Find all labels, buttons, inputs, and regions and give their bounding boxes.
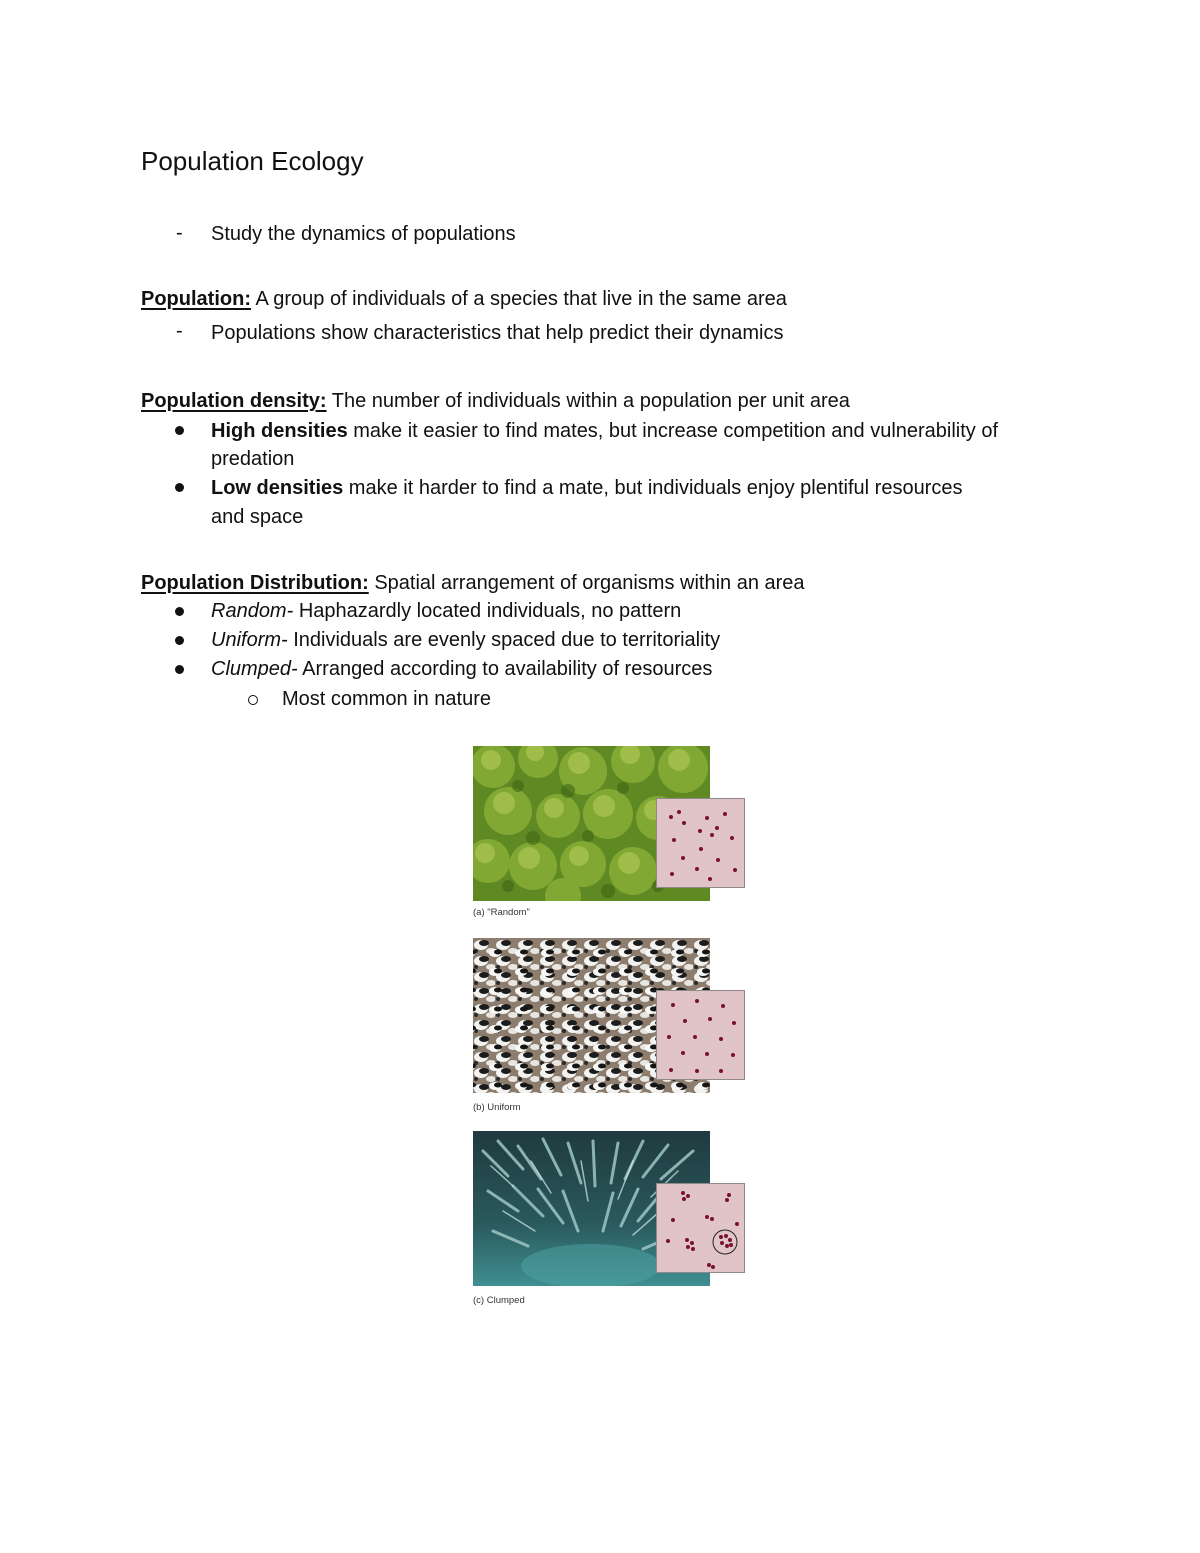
figure-caption: (a) "Random" (473, 907, 530, 918)
density-item-text: make it easier to find mates, but increase competition and vulnerability of (347, 420, 999, 442)
distribution-item-text: Individuals are evenly spaced due to territoriality (287, 629, 721, 651)
distribution-item-text: Haphazardly located individuals, no pattern (293, 600, 682, 622)
figure-caption: (b) Uniform (473, 1102, 521, 1113)
density-item-text: make it harder to find a mate, but individuals enjoy plentiful resources (343, 477, 963, 499)
circle-bullet-icon (248, 695, 258, 705)
distribution-definition (141, 569, 805, 597)
density-item-low-cont: and space (211, 506, 304, 528)
density-item-lead: High densities (211, 420, 348, 442)
distribution-item-lead: Clumped- (211, 658, 298, 680)
dash-bullet: - (176, 320, 183, 342)
page-title: Population Ecology (141, 146, 364, 176)
density-item-low (211, 474, 962, 502)
density-definition (141, 387, 850, 415)
distribution-definition-text: Spatial arrangement of organisms within an area (374, 572, 805, 594)
figure-uniform (470, 938, 750, 1118)
bullet-icon (175, 483, 184, 492)
population-definition-text: A group of individuals of a species that live in the same area (255, 288, 787, 310)
distribution-term: Population Distribution: (141, 572, 369, 594)
bullet-icon (175, 607, 184, 616)
distribution-subitem: Most common in nature (282, 688, 491, 710)
density-definition-text: The number of individuals within a population per unit area (331, 390, 850, 412)
density-item-lead: Low densities (211, 477, 344, 499)
figure-caption: (c) Clumped (473, 1295, 525, 1306)
distribution-item-random (211, 597, 681, 625)
dash-bullet: - (176, 222, 183, 244)
distribution-item-uniform (211, 626, 720, 654)
density-term: Population density: (141, 390, 327, 412)
clumped-distribution-diagram (656, 1183, 745, 1273)
density-item-high-cont: predation (211, 448, 295, 470)
bullet-icon (175, 636, 184, 645)
population-definition (141, 285, 787, 313)
distribution-item-lead: Uniform- (211, 629, 288, 651)
bullet-icon (175, 665, 184, 674)
population-note: Populations show characteristics that help predict their dynamics (211, 322, 784, 344)
figure-random (470, 746, 750, 926)
distribution-item-clumped (211, 655, 712, 683)
distribution-item-text: Arranged according to availability of resources (297, 658, 713, 680)
uniform-distribution-diagram (656, 990, 745, 1080)
distribution-item-lead: Random- (211, 600, 294, 622)
population-term: Population: (141, 288, 251, 310)
random-distribution-diagram (656, 798, 745, 888)
intro-text: Study the dynamics of populations (211, 223, 516, 245)
bullet-icon (175, 426, 184, 435)
density-item-high (211, 417, 998, 445)
figure-clumped (470, 1131, 750, 1311)
